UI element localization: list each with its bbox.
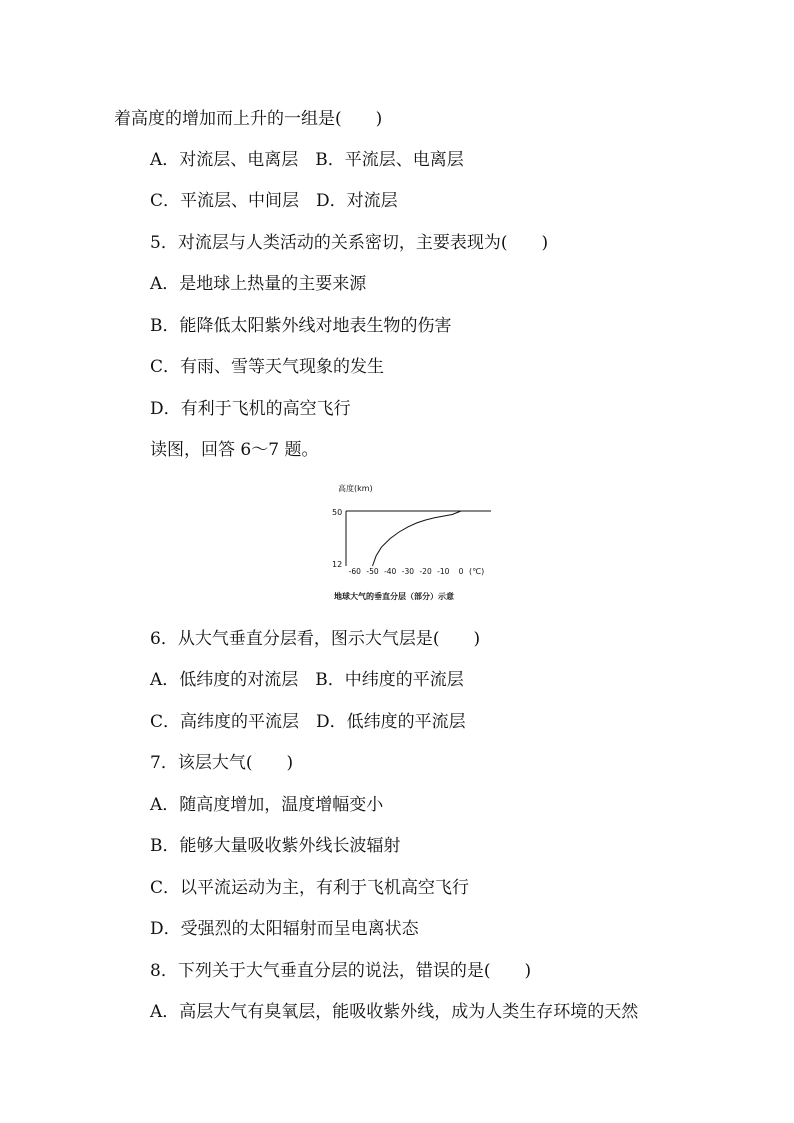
figure-instruction: 读图，回答 6～7 题。 (150, 440, 319, 460)
question-7-stem: 7．该层大气( ) (150, 753, 294, 773)
x-tick-label: -30 (401, 567, 415, 576)
figure-caption: 地球大气的垂直分层（部分）示意 (334, 592, 454, 601)
y-tick-50: 50 (332, 508, 343, 517)
question-6-options-cd: C．高纬度的平流层 D．低纬度的平流层 (150, 712, 466, 732)
question-5-option-d: D．有利于飞机的高空飞行 (150, 399, 351, 419)
x-tick-label: -40 (384, 567, 397, 576)
x-tick-label: -60 (348, 567, 361, 576)
question-8-option-a: A．高层大气有臭氧层，能吸收紫外线，成为人类生存环境的天然 (150, 1002, 639, 1022)
x-tick-label: -10 (437, 567, 450, 576)
x-tick-label: -20 (419, 567, 432, 576)
question-8-stem: 8．下列关于大气垂直分层的说法，错误的是( ) (150, 961, 532, 981)
question-4-continuation: 着高度的增加而上升的一组是( ) (114, 109, 383, 129)
question-5-stem: 5．对流层与人类活动的关系密切，主要表现为( ) (150, 233, 549, 253)
question-4-options-ab: A．对流层、电离层 B．平流层、电离层 (150, 150, 464, 170)
question-5-option-a: A．是地球上热量的主要来源 (150, 274, 367, 294)
question-6-stem: 6．从大气垂直分层看，图示大气层是( ) (150, 629, 481, 649)
question-5-option-c: C．有雨、雪等天气现象的发生 (150, 357, 385, 377)
question-7-option-d: D．受强烈的太阳辐射而呈电离状态 (150, 919, 419, 939)
x-tick-labels (349, 567, 464, 576)
y-axis-label: 高度(km) (338, 484, 373, 493)
question-7-option-c: C．以平流运动为主，有利于飞机高空飞行 (150, 878, 470, 898)
temperature-curve (373, 511, 462, 566)
question-7-option-a: A．随高度增加，温度增幅变小 (150, 795, 384, 815)
x-axis-unit: (℃) (469, 567, 485, 576)
x-tick-label: 0 (458, 567, 464, 576)
question-6-options-ab: A．低纬度的对流层 B．中纬度的平流层 (150, 670, 464, 690)
question-5-option-b: B．能降低太阳紫外线对地表生物的伤害 (150, 316, 452, 336)
atmosphere-layer-chart (326, 478, 506, 606)
question-7-option-b: B．能够大量吸收紫外线长波辐射 (150, 836, 401, 856)
x-tick-label: -50 (366, 567, 379, 576)
question-4-options-cd: C．平流层、中间层 D．对流层 (150, 191, 398, 211)
y-tick-12: 12 (332, 560, 343, 569)
